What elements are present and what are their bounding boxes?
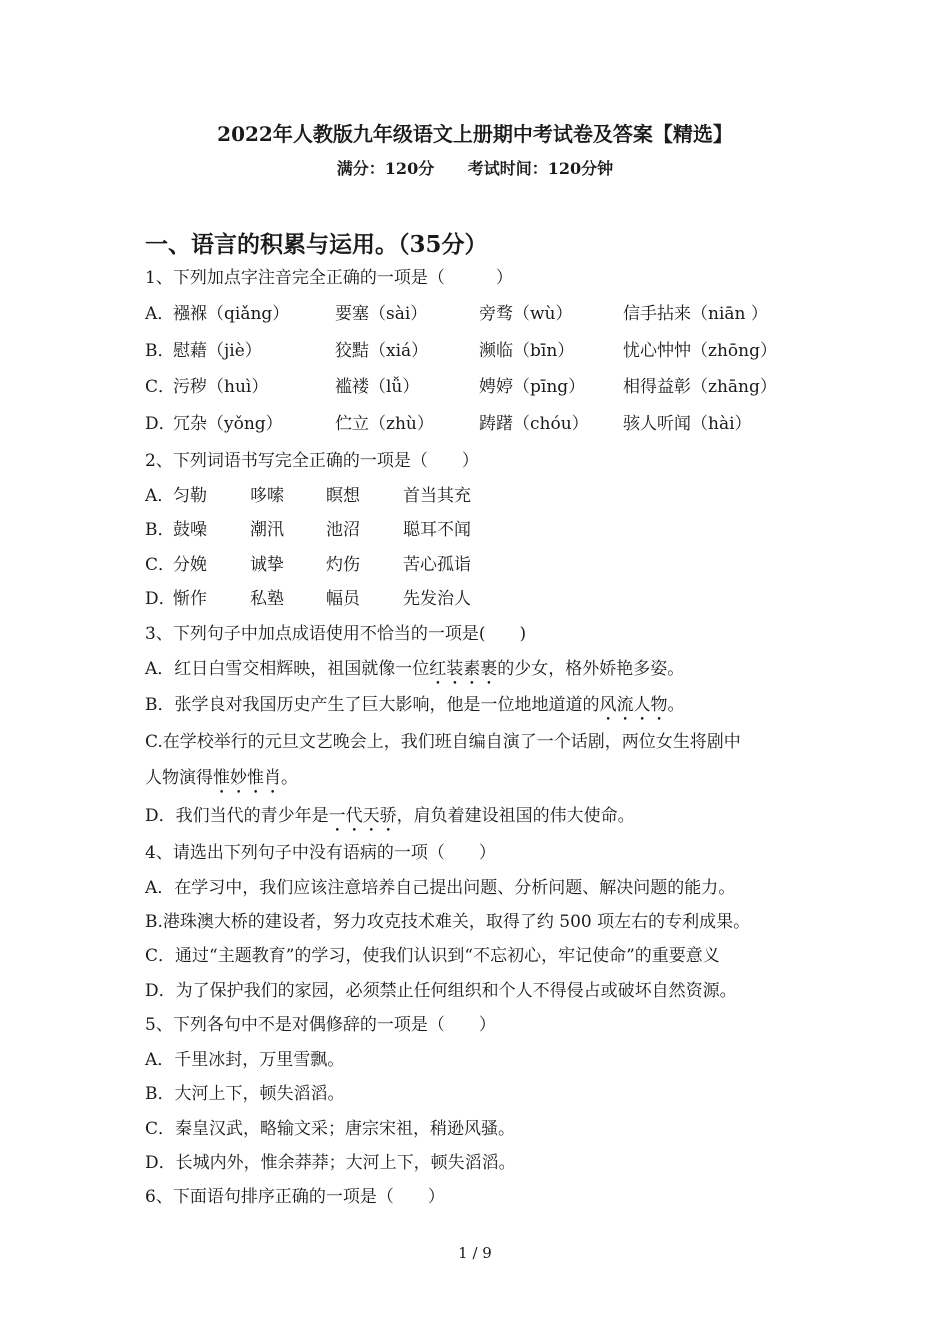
text: ，肩负着建设祖国的伟大使命。	[396, 806, 635, 826]
option-label: B．	[145, 341, 175, 361]
text: A．红日白雪交相辉映，祖国就像一位	[145, 659, 430, 679]
full-score: 满分：120分	[336, 159, 435, 178]
q5-option-c: C．秦皇汉武，略输文采；唐宗宋祖，稍逊风骚。	[145, 1119, 516, 1139]
text: 。	[667, 695, 685, 715]
option-item: 瞑想	[326, 486, 360, 506]
option-item: 鼓噪	[173, 520, 207, 540]
option-item: 旁骛（wù）	[479, 304, 573, 324]
option-label: A．	[145, 486, 175, 506]
option-item: 濒临（bīn）	[479, 341, 575, 361]
dotted-idiom: 风流人物	[599, 695, 668, 715]
q4-stem: 4、请选出下列句子中没有语病的一项（ ）	[145, 843, 496, 863]
option-item: 褴褛（lǚ）	[335, 377, 420, 397]
q4-option-a: A．在学习中，我们应该注意培养自己提出问题、分析问题、解决问题的能力。	[145, 878, 736, 898]
q5-option-a: A．千里冰封，万里雪飘。	[145, 1050, 345, 1070]
option-item: 信手拈来（niān ）	[623, 304, 768, 324]
option-item: 哆嗦	[250, 486, 284, 506]
option-label: B．	[145, 520, 175, 540]
page-number: 1 / 9	[458, 1244, 492, 1262]
option-label: C．	[145, 555, 176, 575]
text: 的少女，格外娇艳多姿。	[497, 659, 685, 679]
q5-option-b: B．大河上下，顿失滔滔。	[145, 1084, 345, 1104]
option-item: 污秽（huì）	[173, 377, 269, 397]
option-item: 慰藉（jiè）	[173, 341, 262, 361]
q4-option-b: B.港珠澳大桥的建设者，努力攻克技术难关，取得了约 500 项左右的专利成果。	[145, 912, 751, 932]
option-item: 襁褓（qiǎng）	[173, 304, 290, 324]
q3-option-d	[145, 805, 635, 836]
option-item: 狡黠（xiá）	[335, 341, 429, 361]
option-item: 先发治人	[403, 589, 471, 609]
option-item: 忧心忡忡（zhōng）	[623, 341, 777, 361]
q1-stem: 1、下列加点字注音完全正确的一项是（ ）	[145, 268, 513, 288]
q3-option-b	[145, 694, 685, 725]
text: D．我们当代的青少年是	[145, 806, 329, 826]
exam-subtitle	[0, 156, 950, 179]
option-item: 伫立（zhù）	[335, 414, 434, 434]
option-item: 骇人听闻（hài）	[623, 414, 752, 434]
text: B．张学良对我国历史产生了巨大影响，他是一位地地道道的	[145, 695, 600, 715]
q4-option-c: C．通过“主题教育”的学习，使我们认识到“不忘初心，牢记使命”的重要意义	[145, 946, 720, 966]
option-item: 匀勒	[173, 486, 207, 506]
q5-option-d: D．长城内外，惟余莽莽；大河上下，顿失滔滔。	[145, 1153, 516, 1173]
option-item: 聪耳不闻	[403, 520, 471, 540]
option-item: 苦心孤诣	[403, 555, 471, 575]
q3-option-c-line1: C.在学校举行的元旦文艺晚会上，我们班自编自演了一个话剧，两位女生将剧中	[145, 732, 741, 752]
q3-stem: 3、下列句子中加点成语使用不恰当的一项是( )	[145, 624, 527, 644]
option-item: 潮汛	[250, 520, 284, 540]
option-item: 冗杂（yǒng）	[173, 414, 283, 434]
option-label: D．	[145, 414, 176, 434]
option-label: D．	[145, 589, 176, 609]
dotted-idiom: 一代天骄	[328, 806, 397, 826]
text: 。	[281, 768, 298, 788]
q3-option-a	[145, 658, 684, 689]
dotted-idiom: 惟妙惟肖	[213, 768, 281, 788]
exam-title: 2022年人教版九年级语文上册期中考试卷及答案【精选】	[217, 122, 733, 146]
option-item: 灼伤	[326, 555, 360, 575]
option-label: C．	[145, 377, 176, 397]
option-item: 娉婷（pīng）	[479, 377, 586, 397]
option-item: 私塾	[250, 589, 284, 609]
option-item: 相得益彰（zhāng）	[623, 377, 777, 397]
q5-stem: 5、下列各句中不是对偶修辞的一项是（ ）	[145, 1015, 496, 1035]
q4-option-d: D．为了保护我们的家园，必须禁止任何组织和个人不得侵占或破坏自然资源。	[145, 981, 737, 1001]
option-item: 首当其充	[403, 486, 471, 506]
option-item: 分娩	[173, 555, 207, 575]
section-heading: 一、语言的积累与运用。（35分）	[145, 231, 488, 258]
dotted-idiom: 红装素裹	[429, 659, 498, 679]
option-item: 池沼	[326, 520, 360, 540]
option-item: 惭作	[173, 589, 207, 609]
option-item: 幅员	[326, 589, 360, 609]
option-item: 诚挚	[250, 555, 284, 575]
text: 人物演得	[145, 768, 213, 788]
exam-time: 考试时间：120分钟	[467, 159, 614, 178]
option-label: A．	[145, 304, 175, 324]
option-item: 要塞（sài）	[335, 304, 428, 324]
option-item: 踌躇（chóu）	[479, 414, 589, 434]
q2-stem: 2、下列词语书写完全正确的一项是（ ）	[145, 451, 479, 471]
q3-option-c-line2	[145, 767, 298, 798]
q6-stem: 6、下面语句排序正确的一项是（ ）	[145, 1187, 445, 1207]
